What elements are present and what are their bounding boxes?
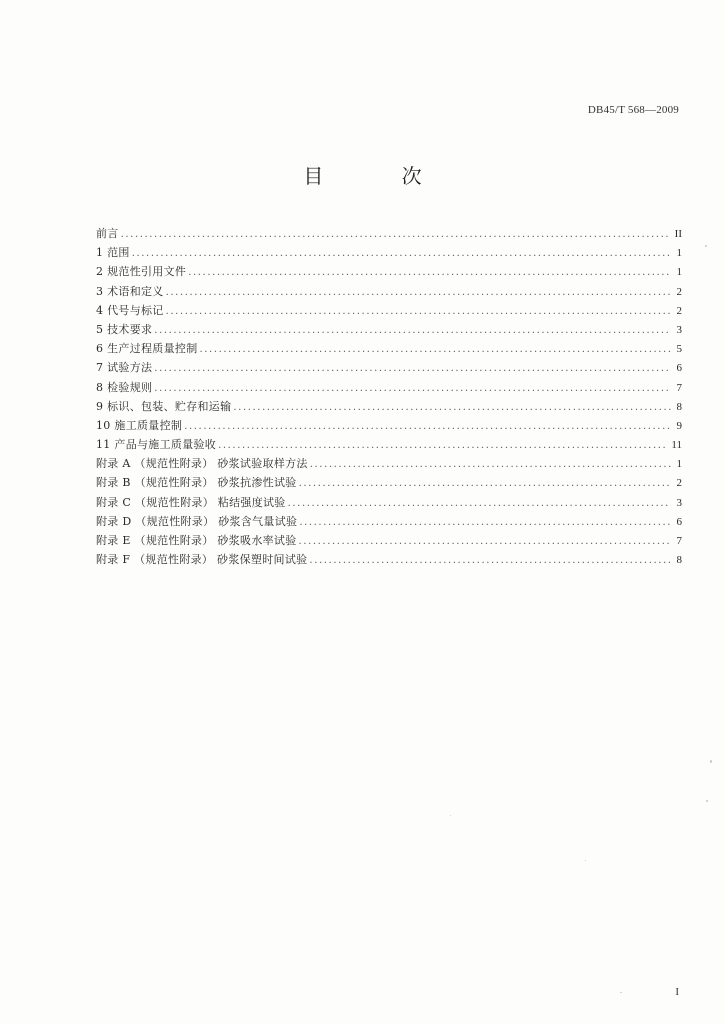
toc-title: 目 次 <box>303 164 458 188</box>
toc-entry-page: II <box>674 228 682 240</box>
toc-entry-label: 附录 C （规范性附录） 粘结强度试验 <box>96 495 286 509</box>
toc-dot-leader <box>299 474 671 493</box>
toc-entry-page: 3 <box>676 496 682 509</box>
toc-entry-label: 6 生产过程质量控制 <box>96 342 198 356</box>
toc-entry-page: 8 <box>676 400 682 413</box>
toc-entry-label: 2 规范性引用文件 <box>96 265 187 279</box>
scan-speck <box>450 815 451 816</box>
toc-dot-leader <box>154 359 671 378</box>
toc-entry-scope[interactable] <box>96 243 682 262</box>
toc-entry-label: 4 代号与标记 <box>96 303 164 317</box>
toc-dot-leader <box>288 494 671 513</box>
toc-entry-page: 1 <box>676 458 682 471</box>
toc-entry-appendix-b[interactable] <box>96 473 682 492</box>
toc-entry-appendix-f[interactable] <box>96 550 682 569</box>
toc-dot-leader <box>233 398 671 417</box>
toc-entry-page: 2 <box>676 477 682 490</box>
toc-entry-page: 7 <box>676 381 682 394</box>
toc-entry-label: 3 术语和定义 <box>96 284 164 298</box>
toc-dot-leader <box>154 321 671 340</box>
toc-dot-leader <box>132 244 671 263</box>
toc-entry-label: 7 试验方法 <box>96 361 153 375</box>
toc-dot-leader <box>121 225 671 244</box>
table-of-contents <box>96 224 682 569</box>
toc-dot-leader <box>166 302 671 321</box>
toc-entry-appendix-c[interactable] <box>96 493 682 512</box>
scan-speck <box>705 245 707 247</box>
scan-speck <box>710 760 712 763</box>
toc-entry-appendix-a[interactable] <box>96 454 682 473</box>
toc-dot-leader <box>188 263 671 282</box>
toc-entry-page: 8 <box>676 554 682 567</box>
toc-entry-label: 附录 B （规范性附录） 砂浆抗渗性试验 <box>96 476 297 490</box>
toc-entry-appendix-e[interactable] <box>96 531 682 550</box>
toc-entry-page: 11 <box>671 439 682 452</box>
toc-entry-test-methods[interactable] <box>96 358 682 377</box>
toc-dot-leader <box>218 436 668 455</box>
toc-entry-label: 前言 <box>96 227 119 240</box>
toc-dot-leader <box>299 513 671 532</box>
toc-entry-construction-quality-control[interactable] <box>96 416 682 435</box>
toc-entry-foreword[interactable] <box>96 224 682 243</box>
standard-code: DB45/T 568—2009 <box>587 104 679 116</box>
footer-page-number: I <box>675 986 679 998</box>
toc-dot-leader <box>200 340 672 359</box>
toc-entry-labeling-packaging[interactable] <box>96 397 682 416</box>
toc-entry-normative-references[interactable] <box>96 262 682 281</box>
toc-dot-leader <box>184 417 671 436</box>
toc-entry-production-quality-control[interactable] <box>96 339 682 358</box>
toc-dot-leader <box>299 532 671 551</box>
toc-entry-page: 6 <box>676 362 682 375</box>
toc-entry-acceptance[interactable] <box>96 435 682 454</box>
toc-entry-inspection-rules[interactable] <box>96 378 682 397</box>
toc-entry-page: 5 <box>676 343 682 356</box>
toc-entry-terms-definitions[interactable] <box>96 282 682 301</box>
toc-entry-label: 附录 D （规范性附录） 砂浆含气量试验 <box>96 514 298 528</box>
scan-speck <box>620 992 622 993</box>
toc-entry-page: 1 <box>676 266 682 279</box>
toc-entry-label: 附录 A （规范性附录） 砂浆试验取样方法 <box>96 457 308 471</box>
toc-dot-leader <box>154 379 671 398</box>
toc-dot-leader <box>166 283 671 302</box>
toc-entry-page: 6 <box>676 515 682 528</box>
toc-entry-label: 1 范围 <box>96 246 130 260</box>
toc-entry-page: 2 <box>676 285 682 298</box>
toc-entry-page: 2 <box>676 304 682 317</box>
toc-entry-label: 10 施工质量控制 <box>96 418 183 432</box>
scan-speck <box>706 800 708 802</box>
toc-entry-page: 7 <box>676 535 682 547</box>
toc-entry-label: 附录 E （规范性附录） 砂浆吸水率试验 <box>96 534 297 547</box>
scan-speck <box>585 860 586 861</box>
toc-entry-page: 1 <box>676 247 682 260</box>
toc-entry-technical-requirements[interactable] <box>96 320 682 339</box>
toc-entry-label: 8 检验规则 <box>96 380 153 394</box>
toc-entry-page: 3 <box>676 323 682 336</box>
toc-entry-label: 11 产品与施工质量验收 <box>96 438 217 452</box>
toc-entry-label: 5 技术要求 <box>96 322 153 336</box>
toc-entry-label: 附录 F （规范性附录） 砂浆保塑时间试验 <box>96 553 308 567</box>
toc-dot-leader <box>310 455 671 474</box>
toc-dot-leader <box>309 551 671 570</box>
toc-entry-codes-marking[interactable] <box>96 301 682 320</box>
toc-entry-page: 9 <box>676 419 682 432</box>
toc-entry-appendix-d[interactable] <box>96 512 682 531</box>
toc-entry-label: 9 标识、包装、贮存和运输 <box>96 399 232 413</box>
